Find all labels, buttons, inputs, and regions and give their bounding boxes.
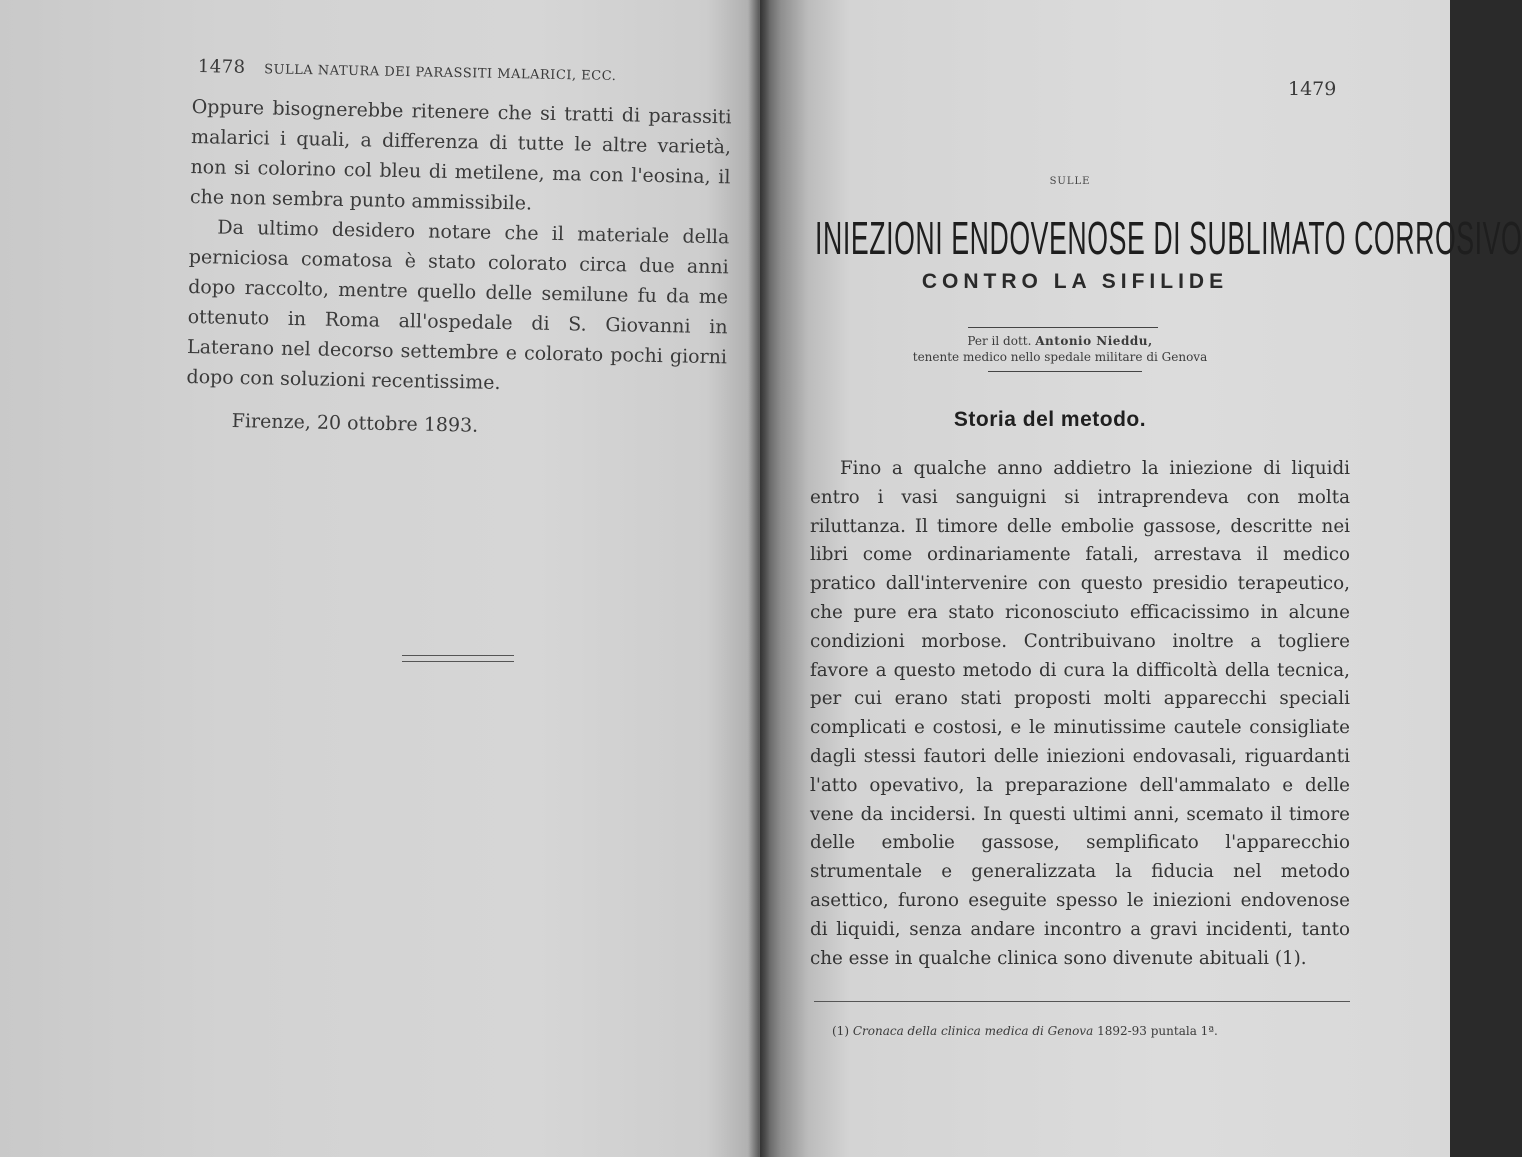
footnote-title: Cronaca della clinica medica di Genova	[852, 1024, 1094, 1038]
title-rule-top	[968, 327, 1158, 328]
article-title: INIEZIONI ENDOVENOSE DI SUBLIMATO CORROSIVO	[815, 212, 1522, 264]
left-page-number: 1478	[197, 56, 246, 78]
right-page-number: 1479	[1288, 78, 1337, 100]
footnote-marker: (1)	[832, 1024, 849, 1038]
author-line	[760, 334, 1360, 348]
left-running-head	[198, 56, 738, 87]
section-heading: Storia del metodo.	[953, 408, 1147, 431]
signoff-place-date: Firenze, 20 ottobre 1893.	[231, 410, 479, 437]
footnote	[832, 1024, 1218, 1038]
right-body-text	[810, 455, 1350, 973]
author-prefix: Per il dott.	[967, 334, 1032, 348]
left-page	[0, 0, 760, 1157]
pre-title: SULLE	[1049, 176, 1091, 187]
article-subtitle: CONTRO LA SIFILIDE	[921, 270, 1229, 293]
footnote-rest: 1892-93 puntala 1ª.	[1097, 1024, 1218, 1038]
right-page	[760, 0, 1522, 1157]
left-paragraph-2: Da ultimo desidero notare che il materiale della perniciosa comatosa è stato colorato circa due anni dopo raccolto, mentre quello delle semilune fu da me ottenuto in Roma all'ospedale di S. Giovanni in Laterano nel decorso settembre e colorato pochi giorni dopo con soluzioni recentissime.	[186, 216, 730, 394]
right-paragraph-1: Fino a qualche anno addietro la iniezione di liquidi entro i vasi sanguigni si intraprendeva con molta riluttanza. Il timore delle embolie gassose, descritte nei libri come ordinariamente fatali, arrestava il medico pratico dall'intervenire con questo presidio terapeutico, che pure era stato riconosciuto efficacissimo in alcune condizioni morbose. Contribuivano inoltre a togliere favore a questo metodo di cura la difficoltà della tecnica, per cui erano stati proposti molti apparecchi speciali complicati e costosi, e le minutissime cautele consigliate dagli stessi fautori delle iniezioni endovasali, riguardanti l'atto opevativo, la preparazione dell'ammalato e delle vene da incidersi. In questi ultimi anni, scemato il timore delle embolie gassose, semplificato l'apparecchio strumentale e generalizzata la fiducia nel metodo asettico, furono eseguite spesso le iniezioni endovenose di liquidi, senza andare incontro a gravi incidenti, tanto che esse in qualche clinica sono divenute abituali (1).	[810, 458, 1350, 969]
left-paragraph-1: Oppure bisognerebbe ritenere che si tratti di parassiti malarici i quali, a differenza di tutte le altre varietà, non si colorino col bleu di metilene, ma con l'eosina, il che non sembra punto ammissibile.	[189, 95, 732, 215]
title-rule-bottom	[988, 371, 1142, 372]
end-double-rule	[402, 655, 514, 662]
author-role: tenente medico nello spedale militare di Genova	[912, 350, 1208, 364]
footnote-rule	[814, 1001, 1350, 1002]
gutter-shadow	[748, 0, 770, 1157]
author-name: Antonio Nieddu,	[1035, 334, 1153, 348]
left-running-head-text: SULLA NATURA DEI PARASSITI MALARICI, ECC.	[264, 62, 617, 85]
left-body-text	[186, 92, 732, 402]
